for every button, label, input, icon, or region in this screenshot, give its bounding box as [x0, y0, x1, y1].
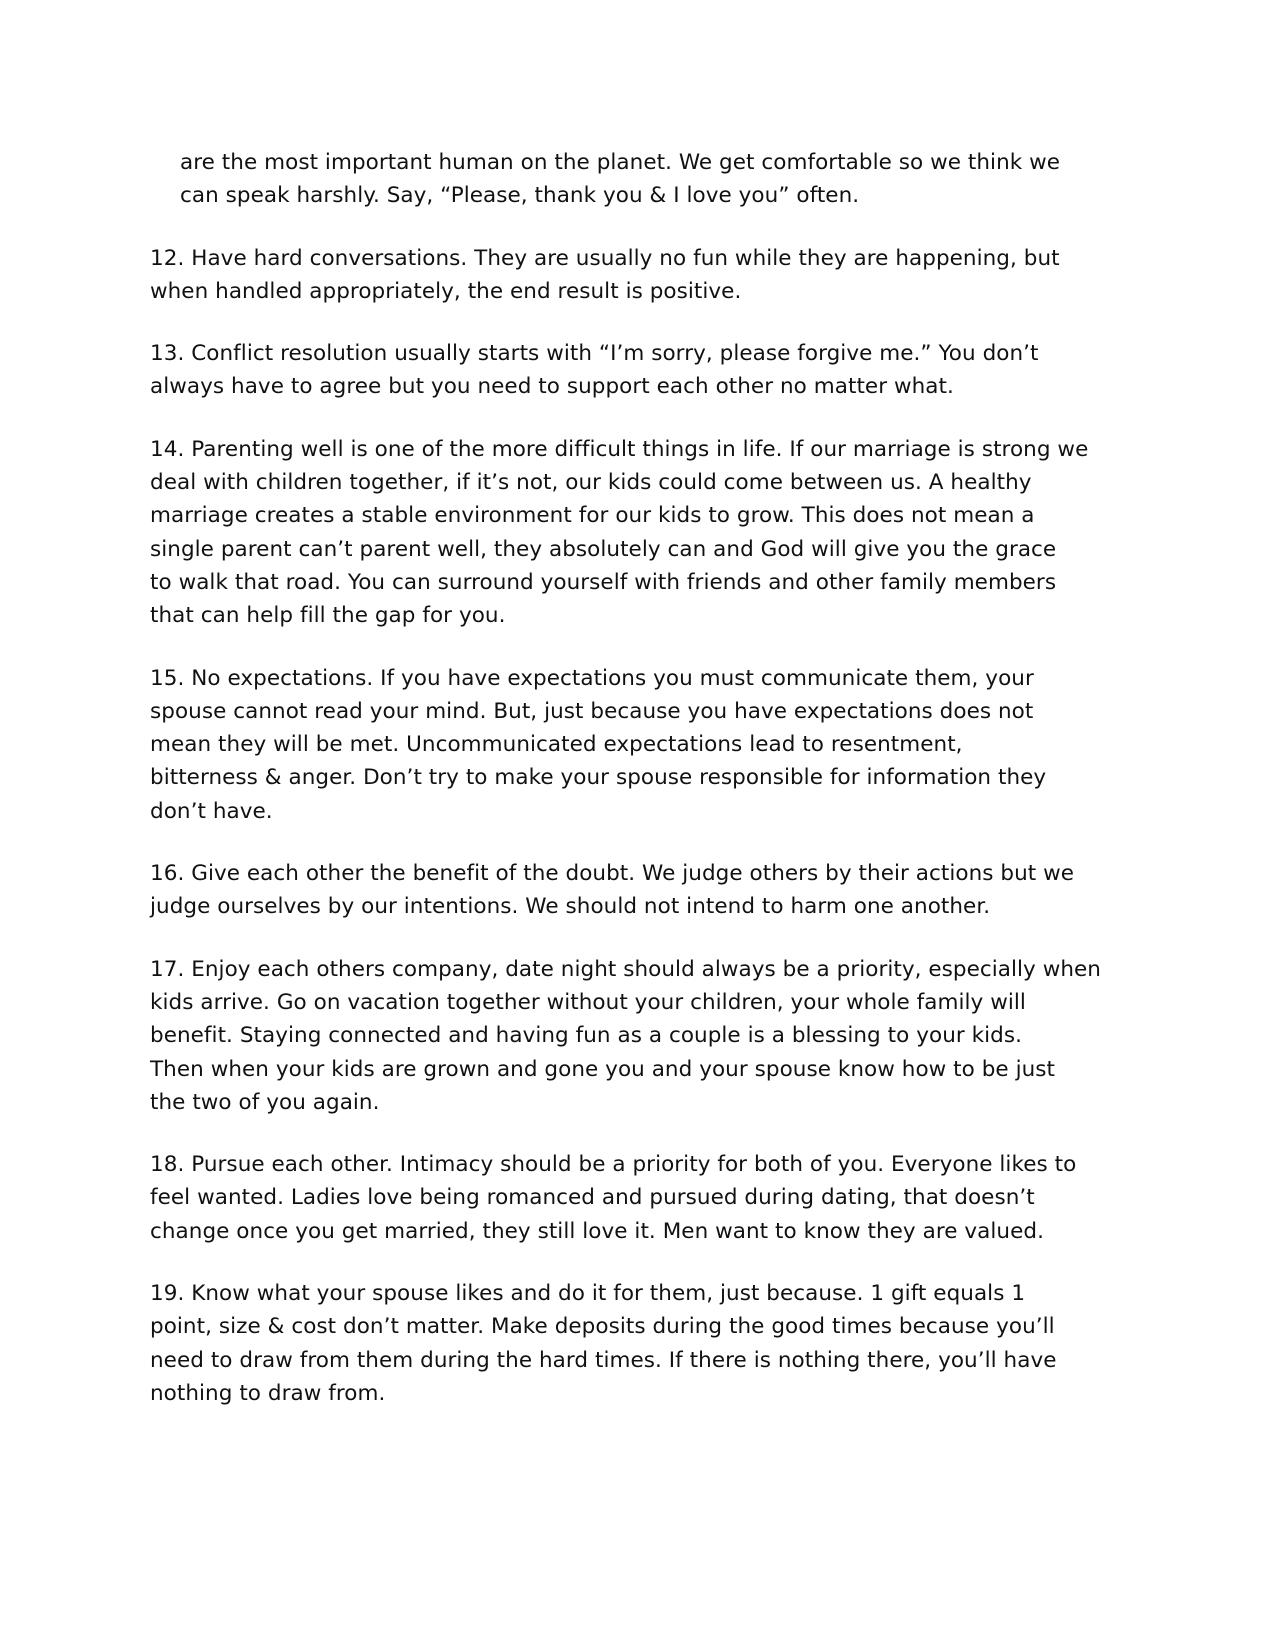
- text-line: point, size & cost don’t matter. Make deposits during the good times because you’ll: [150, 1314, 1055, 1340]
- list-item-16: [150, 857, 1130, 924]
- text-line: spouse cannot read your mind. But, just because you have expectations does not: [150, 698, 1034, 724]
- list-item-17: [150, 953, 1130, 1119]
- item-number: 16.: [150, 861, 185, 887]
- item-number: 14.: [150, 436, 185, 462]
- document-body: [150, 146, 1130, 1439]
- text-line: need to draw from them during the hard times. If there is nothing there, you’ll have: [150, 1347, 1057, 1373]
- text-line: benefit. Staying connected and having fun as a couple is a blessing to your kids.: [150, 1023, 1022, 1049]
- text-line: Have hard conversations. They are usually no fun while they are happening, but: [191, 245, 1060, 271]
- item-number: 19.: [150, 1281, 185, 1307]
- text-line: Conflict resolution usually starts with “I’m sorry, please forgive me.” You don’t: [191, 341, 1039, 367]
- text-line: kids arrive. Go on vacation together without your children, your whole family will: [150, 989, 1026, 1015]
- item-number: 15.: [150, 665, 185, 691]
- text-line: No expectations. If you have expectations you must communicate them, your: [191, 665, 1034, 691]
- text-line: Pursue each other. Intimacy should be a priority for both of you. Everyone likes to: [191, 1152, 1077, 1178]
- text-line: don’t have.: [150, 798, 273, 824]
- text-line: mean they will be met. Uncommunicated expectations lead to resentment,: [150, 732, 963, 758]
- text-line: deal with children together, if it’s not, our kids could come between us. A healthy: [150, 470, 1032, 496]
- list-item-12: [150, 242, 1130, 309]
- text-line: marriage creates a stable environment for our kids to grow. This does not mean a: [150, 503, 1035, 529]
- list-item-18: [150, 1148, 1130, 1248]
- text-line: Then when your kids are grown and gone you and your spouse know how to be just: [150, 1056, 1056, 1082]
- list-item-19: [150, 1277, 1130, 1410]
- text-line: that can help fill the gap for you.: [150, 603, 506, 629]
- text-line: Parenting well is one of the more difficult things in life. If our marriage is strong we: [191, 436, 1089, 462]
- text-line: Know what your spouse likes and do it for them, just because. 1 gift equals 1: [191, 1281, 1026, 1307]
- text-line: change once you get married, they still love it. Men want to know they are valued.: [150, 1218, 1044, 1244]
- list-item-15: [150, 662, 1130, 828]
- text-line: can speak harshly. Say, “Please, thank you & I love you” often.: [180, 183, 860, 209]
- text-line: nothing to draw from.: [150, 1380, 386, 1406]
- text-line: Enjoy each others company, date night should always be a priority, especially when: [191, 956, 1101, 982]
- item-number: 13.: [150, 341, 185, 367]
- list-item-13: [150, 337, 1130, 404]
- text-line: when handled appropriately, the end result is positive.: [150, 278, 742, 304]
- continuation-paragraph: [150, 146, 1130, 213]
- text-line: feel wanted. Ladies love being romanced and pursued during dating, that doesn’t: [150, 1185, 1035, 1211]
- text-line: bitterness & anger. Don’t try to make your spouse responsible for information they: [150, 765, 1047, 791]
- text-line: to walk that road. You can surround yourself with friends and other family members: [150, 569, 1057, 595]
- text-line: the two of you again.: [150, 1089, 380, 1115]
- text-line: Give each other the benefit of the doubt. We judge others by their actions but we: [191, 861, 1075, 887]
- text-line: single parent can’t parent well, they absolutely can and God will give you the grace: [150, 536, 1057, 562]
- item-number: 12.: [150, 245, 185, 271]
- text-line: are the most important human on the planet. We get comfortable so we think we: [180, 150, 1061, 175]
- item-number: 17.: [150, 956, 185, 982]
- item-number: 18.: [150, 1152, 185, 1178]
- list-item-14: [150, 433, 1130, 633]
- text-line: judge ourselves by our intentions. We should not intend to harm one another.: [150, 894, 991, 920]
- text-line: always have to agree but you need to support each other no matter what.: [150, 374, 954, 400]
